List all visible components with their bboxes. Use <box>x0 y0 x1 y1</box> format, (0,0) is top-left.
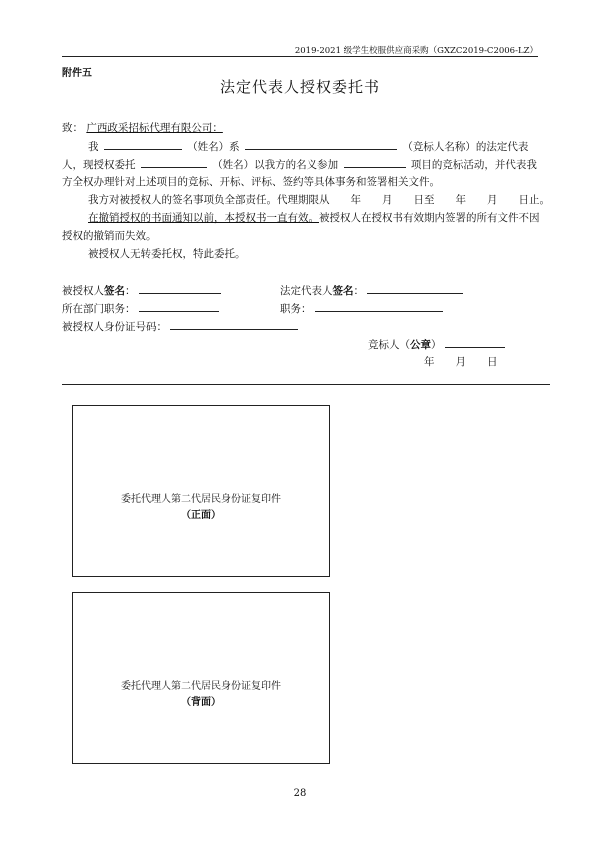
agent-name-blank[interactable] <box>141 156 207 168</box>
annex-label: 附件五 <box>62 68 92 79</box>
agent-sign-colon: ： <box>125 285 136 297</box>
body-line-1 <box>88 138 528 154</box>
id-number-line <box>62 318 298 334</box>
bidder-seal-suffix: ） <box>431 339 442 351</box>
header-rule <box>62 56 538 57</box>
id-front-side: （正面） <box>181 510 221 521</box>
agent-sign-bold: 签名 <box>104 285 125 297</box>
body-line-4: 我方对被授权人的签名事项负全部责任。代理期限从 年 月 日至 年 月 日止。 <box>88 194 550 206</box>
bidder-seal-prefix: 竞标人（ <box>368 339 410 351</box>
body-line-6: 授权的撤销而失效。 <box>62 230 157 242</box>
legal-rep-signature-blank[interactable] <box>367 282 463 294</box>
running-header: 2019-2021 级学生校服供应商采购（GXZC2019-C2006-LZ） <box>294 46 538 56</box>
agent-signature-line <box>62 282 221 298</box>
id-front-caption: 委托代理人第二代居民身份证复印件 <box>121 494 281 505</box>
body-line-7: 被授权人无转委托权，特此委托。 <box>88 248 246 260</box>
id-back-side: （背面） <box>181 697 221 708</box>
agent-signature-blank[interactable] <box>139 282 221 294</box>
position-label: 职务： <box>280 303 312 315</box>
dept-blank[interactable] <box>139 300 219 312</box>
validity-clause: 在撤销授权的书面通知以前，本授权书一直有效。 <box>88 212 319 224</box>
legal-sign-bold: 签名 <box>332 285 354 297</box>
bidder-name-blank[interactable] <box>245 138 397 150</box>
position-blank[interactable] <box>315 300 443 312</box>
body-line-5 <box>88 210 540 225</box>
project-name-blank[interactable] <box>344 156 406 168</box>
date-line: 年 月 日 <box>424 356 498 368</box>
dept-label: 所在部门职务： <box>62 303 136 315</box>
dept-line <box>62 300 219 316</box>
body-line-2 <box>62 156 537 172</box>
text-participate: （姓名）以我方的名义参加 <box>212 159 339 171</box>
id-back-caption: 委托代理人第二代居民身份证复印件 <box>121 681 281 692</box>
bidder-seal-line <box>368 336 505 352</box>
id-number-label: 被授权人身份证号码： <box>62 321 167 333</box>
text-i: 我 <box>88 141 99 153</box>
body-line-3: 方全权办理针对上述项目的竞标、开标、评标、签约等具体事务和签署相关文件。 <box>62 176 440 188</box>
id-number-blank[interactable] <box>170 318 298 330</box>
legal-sign-colon: ： <box>353 285 364 297</box>
page-number: 28 <box>293 788 307 799</box>
legal-sign-label: 法定代表人 <box>280 285 333 297</box>
recipient-name: 广西政采招标代理有限公司： <box>86 122 223 134</box>
page-title: 法定代表人授权委托书 <box>219 78 380 96</box>
position-line <box>280 300 443 316</box>
text-represent: 项目的竞标活动，并代表我 <box>410 159 537 171</box>
legal-rep-signature-line <box>280 282 463 298</box>
recipient-prefix: 致： <box>62 122 83 134</box>
text-legal-rep: （竞标人名称）的法定代表 <box>402 141 529 153</box>
recipient-line <box>62 120 223 135</box>
legal-rep-name-blank[interactable] <box>104 138 182 150</box>
section-divider <box>62 384 550 385</box>
id-card-front-box <box>72 405 330 577</box>
bidder-seal-bold: 公章 <box>410 339 431 351</box>
validity-rest: 被授权人在授权书有效期内签署的所有文件不因 <box>319 212 540 224</box>
text-authorize: 人，现授权委托 <box>62 159 136 171</box>
bidder-seal-blank[interactable] <box>445 336 505 348</box>
text-name-is: （姓名）系 <box>187 141 240 153</box>
id-card-back-box <box>72 592 330 764</box>
agent-sign-label: 被授权人 <box>62 285 104 297</box>
